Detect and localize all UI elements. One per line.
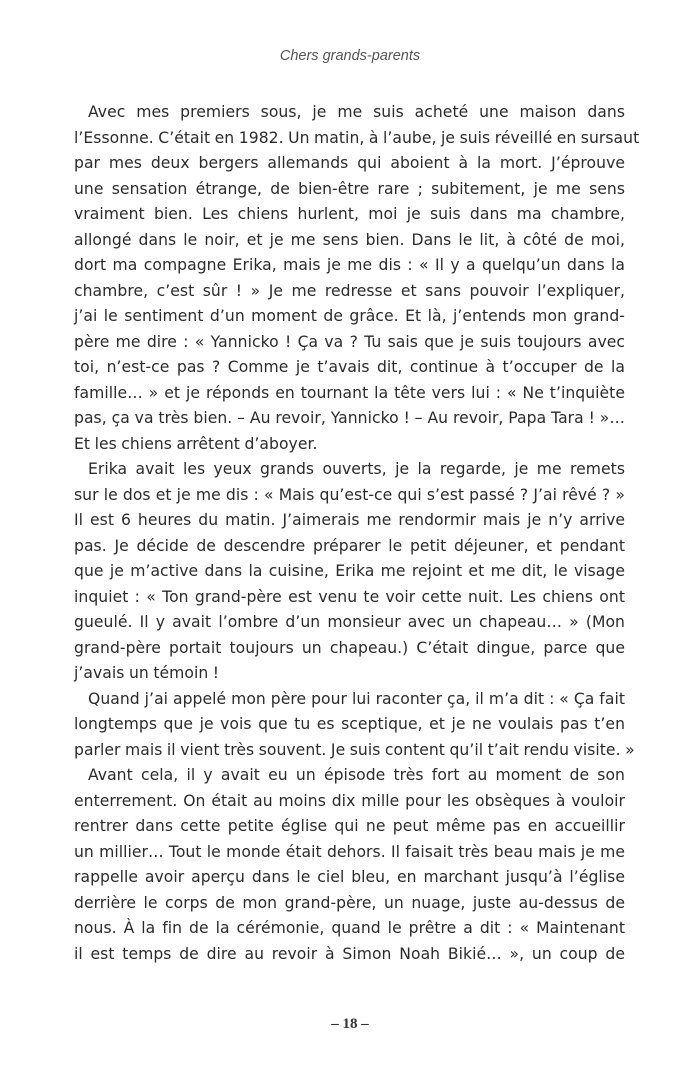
text-line: une sensation étrange, de bien-être rare ; subitement, je me sens [74,179,625,198]
text-line: j’avais un témoin ! [74,664,220,682]
text-line: il est temps de dire au revoir à Simon Noah Bikié… », un coup de [74,944,625,963]
text-line: que je m’active dans la cuisine, Erika me rejoint et me dit, le visage [74,562,625,580]
text-line: sur le dos et je me dis : « Mais qu’est-ce qui s’est passé ? J’ai rêvé ? » [74,485,625,504]
text-line: Avant cela, il y avait eu un épisode très fort au moment de son [88,766,625,784]
text-line: enterrement. On était au moins dix mille pour les obsèques à vouloir [74,791,625,810]
text-line: chambre, c’est sûr ! » Je me redresse et sans pouvoir l’expliquer, [74,281,625,300]
text-line: dort ma compagne Erika, mais je me dis : « Il y a quelqu’un dans la [74,256,625,274]
text-line: pas, ça va très bien. – Au revoir, Yannicko ! – Au revoir, Papa Tara ! »… [74,409,625,427]
running-head: Chers grands-parents [279,48,421,64]
text-line: Et les chiens arrêtent d’aboyer. [74,434,318,453]
text-line: j’ai le sentiment d’un moment de grâce. Et là, j’entends mon grand- [74,307,625,325]
text-line: grand-père portait toujours un chapeau.) C’était dingue, parce que [74,638,625,657]
text-line: père me dire : « Yannicko ! Ça va ? Tu sais que je suis toujours avec [74,332,625,351]
text-line: par mes deux bergers allemands qui aboient à la mort. J’éprouve [74,154,625,172]
text-line: nous. À la fin de la cérémonie, quand le prêtre a dit : « Maintenant [74,919,625,937]
text-line: Quand j’ai appelé mon père pour lui raconter ça, il m’a dit : « Ça fait [88,689,625,708]
text-line: allongé dans le noir, et je me sens bien. Dans le lit, à côté de moi, [74,230,625,249]
text-line: rappelle avoir aperçu dans le ciel bleu, en marchant jusqu’à l’église [74,868,625,886]
text-line: Avec mes premiers sous, je me suis acheté une maison dans [88,103,625,121]
text-line: longtemps que je vois que tu es sceptique, et je ne voulais pas t’en [74,715,625,733]
text-line: un millier… Tout le monde était dehors. Il faisait très beau mais je me [74,842,625,861]
text-line: famille… » et je réponds en tournant la tête vers lui : « Ne t’inquiète [74,383,625,402]
text-line: Erika avait les yeux grands ouverts, je la regarde, je me remets [88,460,625,478]
text-line: Il est 6 heures du matin. J’aimerais me rendormir mais je n’y arrive [74,511,625,529]
text-line: gueulé. Il y avait l’ombre d’un monsieur avec un chapeau… » (Mon [74,613,625,631]
text-line: parler mais il vient très souvent. Je suis content qu’il t’ait rendu visite. » [74,740,635,759]
text-line: vraiment bien. Les chiens hurlent, moi je suis dans ma chambre, [74,205,625,223]
text-line: pas. Je décide de descendre préparer le petit déjeuner, et pendant [74,536,625,555]
body-text [74,100,640,967]
text-line: l’Essonne. C’était en 1982. Un matin, à l’aube, je suis réveillé en sursaut [74,128,640,147]
text-line: derrière le corps de mon grand-père, un nuage, juste au-dessus de [74,893,625,912]
text-line: toi, n’est-ce pas ? Comme je t’avais dit, continue à t’occuper de la [74,358,625,376]
text-line: inquiet : « Ton grand-père est venu te voir cette nuit. Les chiens ont [74,587,625,606]
page-number: – 18 – [331,1016,369,1032]
text-line: rentrer dans cette petite église qui ne peut même pas en accueillir [74,817,625,835]
